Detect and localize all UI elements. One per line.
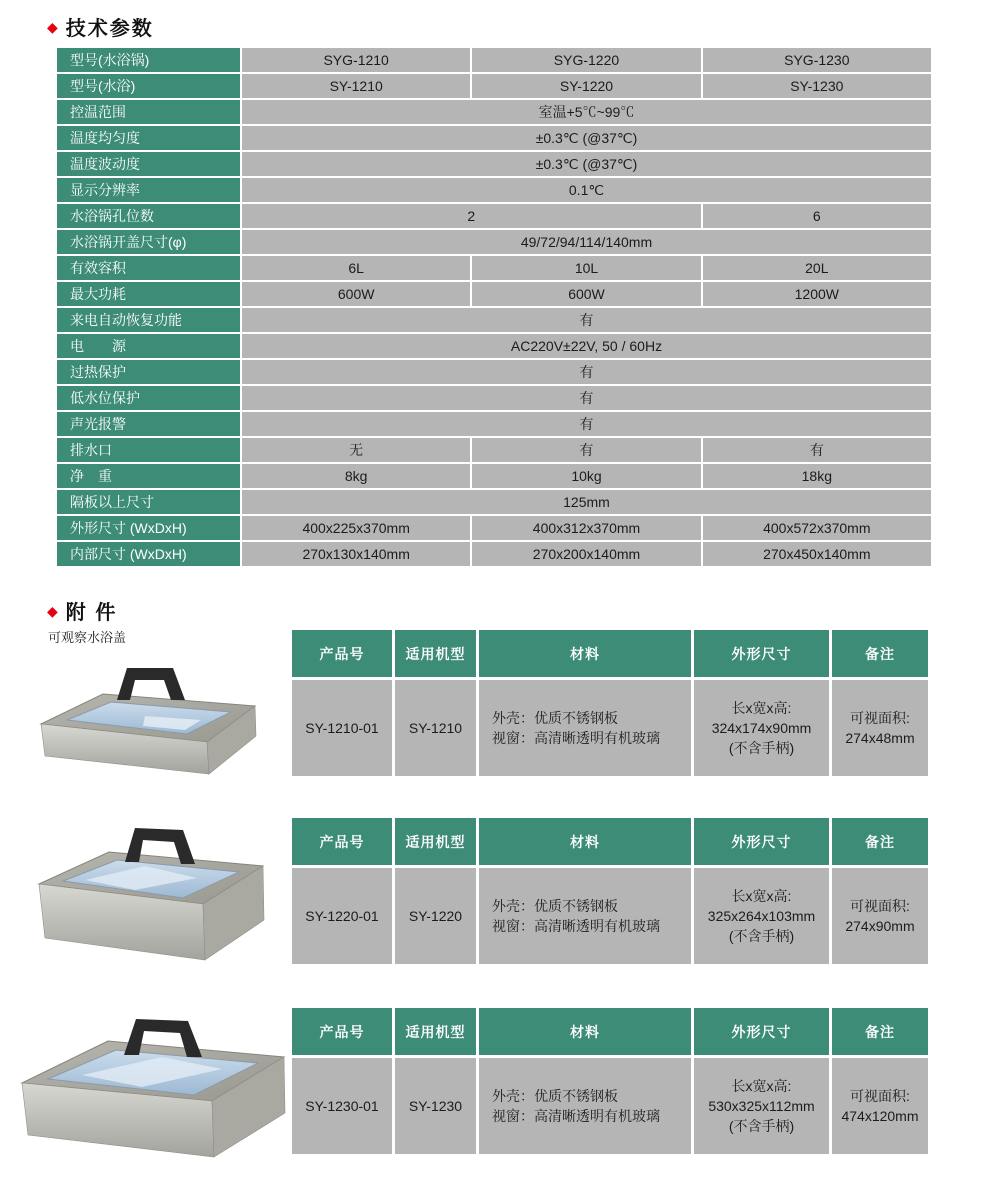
page-title-accessories: 附 件 xyxy=(65,602,118,624)
spec-row-label xyxy=(57,490,240,514)
spec-cell-line: 室温+5℃~99℃ xyxy=(538,104,635,120)
accessory-model xyxy=(395,680,476,776)
accessory-note-line: 274x90mm xyxy=(845,918,915,934)
spec-cell xyxy=(703,74,931,98)
accessory-note xyxy=(832,1058,928,1154)
accessory-dimensions xyxy=(694,868,829,964)
accessory-model-line: SY-1210 xyxy=(408,719,463,736)
accessory-material xyxy=(479,1058,691,1154)
spec-row-label-line: 型号(水浴) xyxy=(70,78,136,94)
spec-row-label-line: 内部尺寸 (WxDxH) xyxy=(70,546,187,562)
diamond-bullet-icon: ◆ xyxy=(47,602,58,619)
spec-cell-line: 125mm xyxy=(563,494,610,510)
spec-row-label xyxy=(57,48,240,72)
spec-cell-line: 6L xyxy=(348,260,364,276)
spec-cell xyxy=(242,152,931,176)
spec-cell xyxy=(242,48,470,72)
accessory-dimensions-line: (不含手柄) xyxy=(728,740,795,757)
accessory-product-no xyxy=(292,1058,392,1154)
accessory-header-cell xyxy=(479,1008,691,1055)
accessory-header-cell-line: 外形尺寸 xyxy=(731,833,792,850)
accessory-note-line: 可视面积: xyxy=(850,897,910,914)
spec-cell xyxy=(703,542,931,566)
spec-cell xyxy=(472,542,700,566)
accessory-header-cell xyxy=(292,1008,392,1055)
spec-cell-line: SYG-1220 xyxy=(553,52,620,68)
spec-row-label xyxy=(57,308,240,332)
spec-cell-line: 400x312x370mm xyxy=(532,520,641,536)
spec-row-label xyxy=(57,464,240,488)
accessory-header-cell xyxy=(694,1008,829,1055)
spec-cell-line: 600W xyxy=(337,286,375,302)
accessory-product-no xyxy=(292,680,392,776)
spec-row-label-line: 外形尺寸 (WxDxH) xyxy=(70,520,187,536)
section-accessories-heading xyxy=(47,596,117,625)
accessory-material-line: 外壳：优质不锈钢板 xyxy=(492,1087,618,1104)
accessory-header-cell xyxy=(479,818,691,865)
accessory-dimensions-line: 324x174x90mm xyxy=(711,719,812,736)
spec-cell xyxy=(472,438,700,462)
accessory-header-cell-line: 材料 xyxy=(570,833,600,850)
spec-row-label xyxy=(57,386,240,410)
accessory-header-cell xyxy=(395,1008,476,1055)
spec-cell-line: 2 xyxy=(467,208,476,224)
spec-cell-line: 有 xyxy=(579,390,594,406)
spec-cell-line: 18kg xyxy=(801,468,832,484)
spec-cell-line: 有 xyxy=(579,416,594,432)
spec-row-label xyxy=(57,152,240,176)
accessory-note xyxy=(832,680,928,776)
spec-cell xyxy=(703,438,931,462)
accessory-header-cell-line: 备注 xyxy=(865,833,895,850)
accessory-dimensions-line: 长x宽x高: xyxy=(731,1077,792,1094)
spec-cell-line: ±0.3℃ (@37℃) xyxy=(535,129,638,146)
accessory-product-no-line: SY-1210-01 xyxy=(305,719,379,736)
spec-cell-line: 0.1℃ xyxy=(568,181,605,198)
spec-row-label xyxy=(57,204,240,228)
spec-row-label xyxy=(57,542,240,566)
accessory-dimensions-line: 325x264x103mm xyxy=(707,907,816,924)
accessory-material-line: 视窗：高清晰透明有机玻璃 xyxy=(492,1108,660,1124)
spec-cell xyxy=(472,256,700,280)
spec-cell xyxy=(703,464,931,488)
spec-cell xyxy=(242,74,470,98)
spec-row-label-line: 温度均匀度 xyxy=(70,130,140,146)
accessory-model xyxy=(395,868,476,964)
product-image-sy-1220 xyxy=(25,818,280,976)
spec-cell-line: ±0.3℃ (@37℃) xyxy=(535,155,638,172)
spec-row-label-line: 电 源 xyxy=(70,338,126,354)
spec-cell xyxy=(242,204,701,228)
accessory-header-cell xyxy=(292,818,392,865)
accessory-note-line: 可视面积: xyxy=(850,709,910,726)
accessory-dimensions-line: (不含手柄) xyxy=(728,1118,795,1135)
accessory-note-line: 474x120mm xyxy=(841,1108,919,1124)
spec-cell xyxy=(242,100,931,124)
accessory-header-cell xyxy=(395,818,476,865)
spec-cell xyxy=(242,464,470,488)
spec-row-label-line: 显示分辨率 xyxy=(70,182,140,198)
spec-row-label-line: 有效容积 xyxy=(70,260,126,276)
spec-cell-line: 10L xyxy=(574,260,599,276)
spec-row-label xyxy=(57,256,240,280)
spec-cell-line: 270x130x140mm xyxy=(302,546,410,562)
accessory-product-no-line: SY-1220-01 xyxy=(305,907,379,924)
spec-cell-line: 49/72/94/114/140mm xyxy=(520,234,653,250)
accessory-dimensions-line: 530x325x112mm xyxy=(708,1097,815,1114)
spec-cell xyxy=(242,126,931,150)
product-image-sy-1210 xyxy=(25,652,270,780)
accessory-header-cell xyxy=(832,1008,928,1055)
spec-cell-line: 20L xyxy=(805,260,829,276)
spec-row-label xyxy=(57,230,240,254)
spec-row-label-line: 排水口 xyxy=(70,442,112,458)
spec-row-label xyxy=(57,438,240,462)
spec-cell xyxy=(472,464,700,488)
spec-cell-line: AC220V±22V, 50 / 60Hz xyxy=(510,338,663,354)
spec-row-label xyxy=(57,360,240,384)
accessory-header-cell-line: 材料 xyxy=(570,1023,600,1040)
spec-row-label-line: 控温范围 xyxy=(70,104,126,120)
spec-cell xyxy=(703,204,931,228)
spec-cell xyxy=(242,490,931,514)
spec-cell xyxy=(703,256,931,280)
section-tech-params-heading xyxy=(47,12,154,41)
accessory-header-cell xyxy=(395,630,476,677)
spec-cell xyxy=(703,282,931,306)
accessory-header-cell-line: 产品号 xyxy=(319,1023,365,1040)
spec-row-label xyxy=(57,412,240,436)
accessory-material-line: 外壳：优质不锈钢板 xyxy=(492,897,618,914)
spec-cell-line: 有 xyxy=(579,364,594,380)
spec-cell xyxy=(242,386,931,410)
accessory-model xyxy=(395,1058,476,1154)
spec-cell-line: SYG-1230 xyxy=(784,52,850,68)
spec-row-label xyxy=(57,74,240,98)
spec-cell xyxy=(472,516,700,540)
spec-cell-line: 有 xyxy=(809,442,824,458)
spec-row-label-line: 最大功耗 xyxy=(70,286,126,302)
spec-row-label xyxy=(57,516,240,540)
spec-cell xyxy=(242,308,931,332)
spec-cell xyxy=(703,48,931,72)
spec-cell-line: 400x225x370mm xyxy=(302,520,410,536)
spec-row-label xyxy=(57,178,240,202)
spec-row-label xyxy=(57,282,240,306)
spec-cell-line: 有 xyxy=(579,312,594,328)
accessory-material-line: 视窗：高清晰透明有机玻璃 xyxy=(492,918,660,934)
spec-cell-line: SYG-1210 xyxy=(323,52,389,68)
accessory-header-cell-line: 适用机型 xyxy=(405,1023,466,1040)
accessory-product-no xyxy=(292,868,392,964)
accessory-dimensions xyxy=(694,680,829,776)
accessory-header-cell-line: 备注 xyxy=(865,1023,895,1040)
accessory-header-cell-line: 材料 xyxy=(570,645,600,662)
accessory-table xyxy=(292,1008,928,1154)
spec-row-label-line: 水浴锅开盖尺寸(φ) xyxy=(70,234,187,250)
accessory-dimensions-line: 长x宽x高: xyxy=(731,887,792,904)
spec-table xyxy=(57,48,931,566)
spec-row-label xyxy=(57,100,240,124)
accessory-header-cell-line: 适用机型 xyxy=(405,833,466,850)
accessory-header-cell xyxy=(694,818,829,865)
spec-row-label-line: 来电自动恢复功能 xyxy=(70,312,182,328)
accessory-material-line: 视窗：高清晰透明有机玻璃 xyxy=(492,730,660,746)
spec-cell xyxy=(242,178,931,202)
accessory-note-line: 274x48mm xyxy=(845,730,915,746)
page-title-tech-params: 技术参数 xyxy=(65,18,154,40)
accessory-product-no-line: SY-1230-01 xyxy=(305,1097,379,1114)
spec-cell-line: 600W xyxy=(568,286,605,302)
spec-cell-line: 270x200x140mm xyxy=(532,546,641,562)
spec-cell-line: 有 xyxy=(579,442,594,458)
accessory-header-cell xyxy=(832,630,928,677)
spec-cell-line: 10kg xyxy=(571,468,602,484)
spec-cell xyxy=(242,282,470,306)
spec-cell xyxy=(242,256,470,280)
product-image-sy-1230 xyxy=(12,1005,297,1167)
accessory-header-cell-line: 适用机型 xyxy=(405,645,466,662)
spec-row-label-line: 低水位保护 xyxy=(70,390,140,406)
accessory-material xyxy=(479,868,691,964)
spec-cell-line: 6 xyxy=(812,208,821,224)
spec-cell-line: 270x450x140mm xyxy=(763,546,871,562)
spec-row-label-line: 型号(水浴锅) xyxy=(70,52,150,68)
spec-row-label xyxy=(57,334,240,358)
spec-cell-line: 400x572x370mm xyxy=(763,520,871,536)
accessory-header-cell-line: 产品号 xyxy=(319,645,365,662)
spec-cell-line: 无 xyxy=(349,442,364,458)
spec-cell xyxy=(472,74,700,98)
accessory-material xyxy=(479,680,691,776)
accessories-subtitle: 可观察水浴盖 xyxy=(48,630,127,645)
accessory-header-cell xyxy=(694,630,829,677)
spec-cell xyxy=(242,334,931,358)
accessory-note-line: 可视面积: xyxy=(850,1087,910,1104)
accessory-note xyxy=(832,868,928,964)
spec-cell xyxy=(242,542,470,566)
spec-row-label-line: 声光报警 xyxy=(70,416,126,432)
spec-row-label-line: 温度波动度 xyxy=(70,156,140,172)
spec-cell-line: SY-1210 xyxy=(329,78,383,94)
accessory-header-cell-line: 外形尺寸 xyxy=(731,1023,792,1040)
spec-cell xyxy=(242,360,931,384)
spec-row-label xyxy=(57,126,240,150)
spec-cell xyxy=(472,282,700,306)
accessory-header-cell xyxy=(479,630,691,677)
accessory-header-cell-line: 产品号 xyxy=(319,833,365,850)
accessory-header-cell xyxy=(292,630,392,677)
spec-cell-line: SY-1230 xyxy=(790,78,844,94)
spec-cell-line: 1200W xyxy=(794,286,839,302)
accessory-header-cell-line: 备注 xyxy=(865,645,895,662)
spec-cell-line: SY-1220 xyxy=(559,78,614,94)
spec-cell xyxy=(242,438,470,462)
spec-row-label-line: 过热保护 xyxy=(70,364,126,380)
spec-row-label-line: 隔板以上尺寸 xyxy=(70,494,154,510)
accessory-header-cell xyxy=(832,818,928,865)
spec-row-label-line: 净 重 xyxy=(70,468,112,484)
accessory-header-cell-line: 外形尺寸 xyxy=(731,645,792,662)
spec-cell xyxy=(242,230,931,254)
spec-cell xyxy=(703,516,931,540)
accessory-dimensions xyxy=(694,1058,829,1154)
accessory-table xyxy=(292,630,928,776)
spec-cell xyxy=(242,516,470,540)
spec-cell xyxy=(472,48,700,72)
accessory-table xyxy=(292,818,928,964)
accessory-model-line: SY-1220 xyxy=(408,907,463,924)
accessory-material-line: 外壳：优质不锈钢板 xyxy=(492,709,618,726)
accessory-dimensions-line: (不含手柄) xyxy=(728,928,795,945)
spec-cell-line: 8kg xyxy=(344,468,368,484)
spec-cell xyxy=(242,412,931,436)
spec-row-label-line: 水浴锅孔位数 xyxy=(70,208,154,224)
diamond-bullet-icon: ◆ xyxy=(47,18,58,35)
accessory-model-line: SY-1230 xyxy=(408,1097,463,1114)
accessory-dimensions-line: 长x宽x高: xyxy=(731,699,792,716)
